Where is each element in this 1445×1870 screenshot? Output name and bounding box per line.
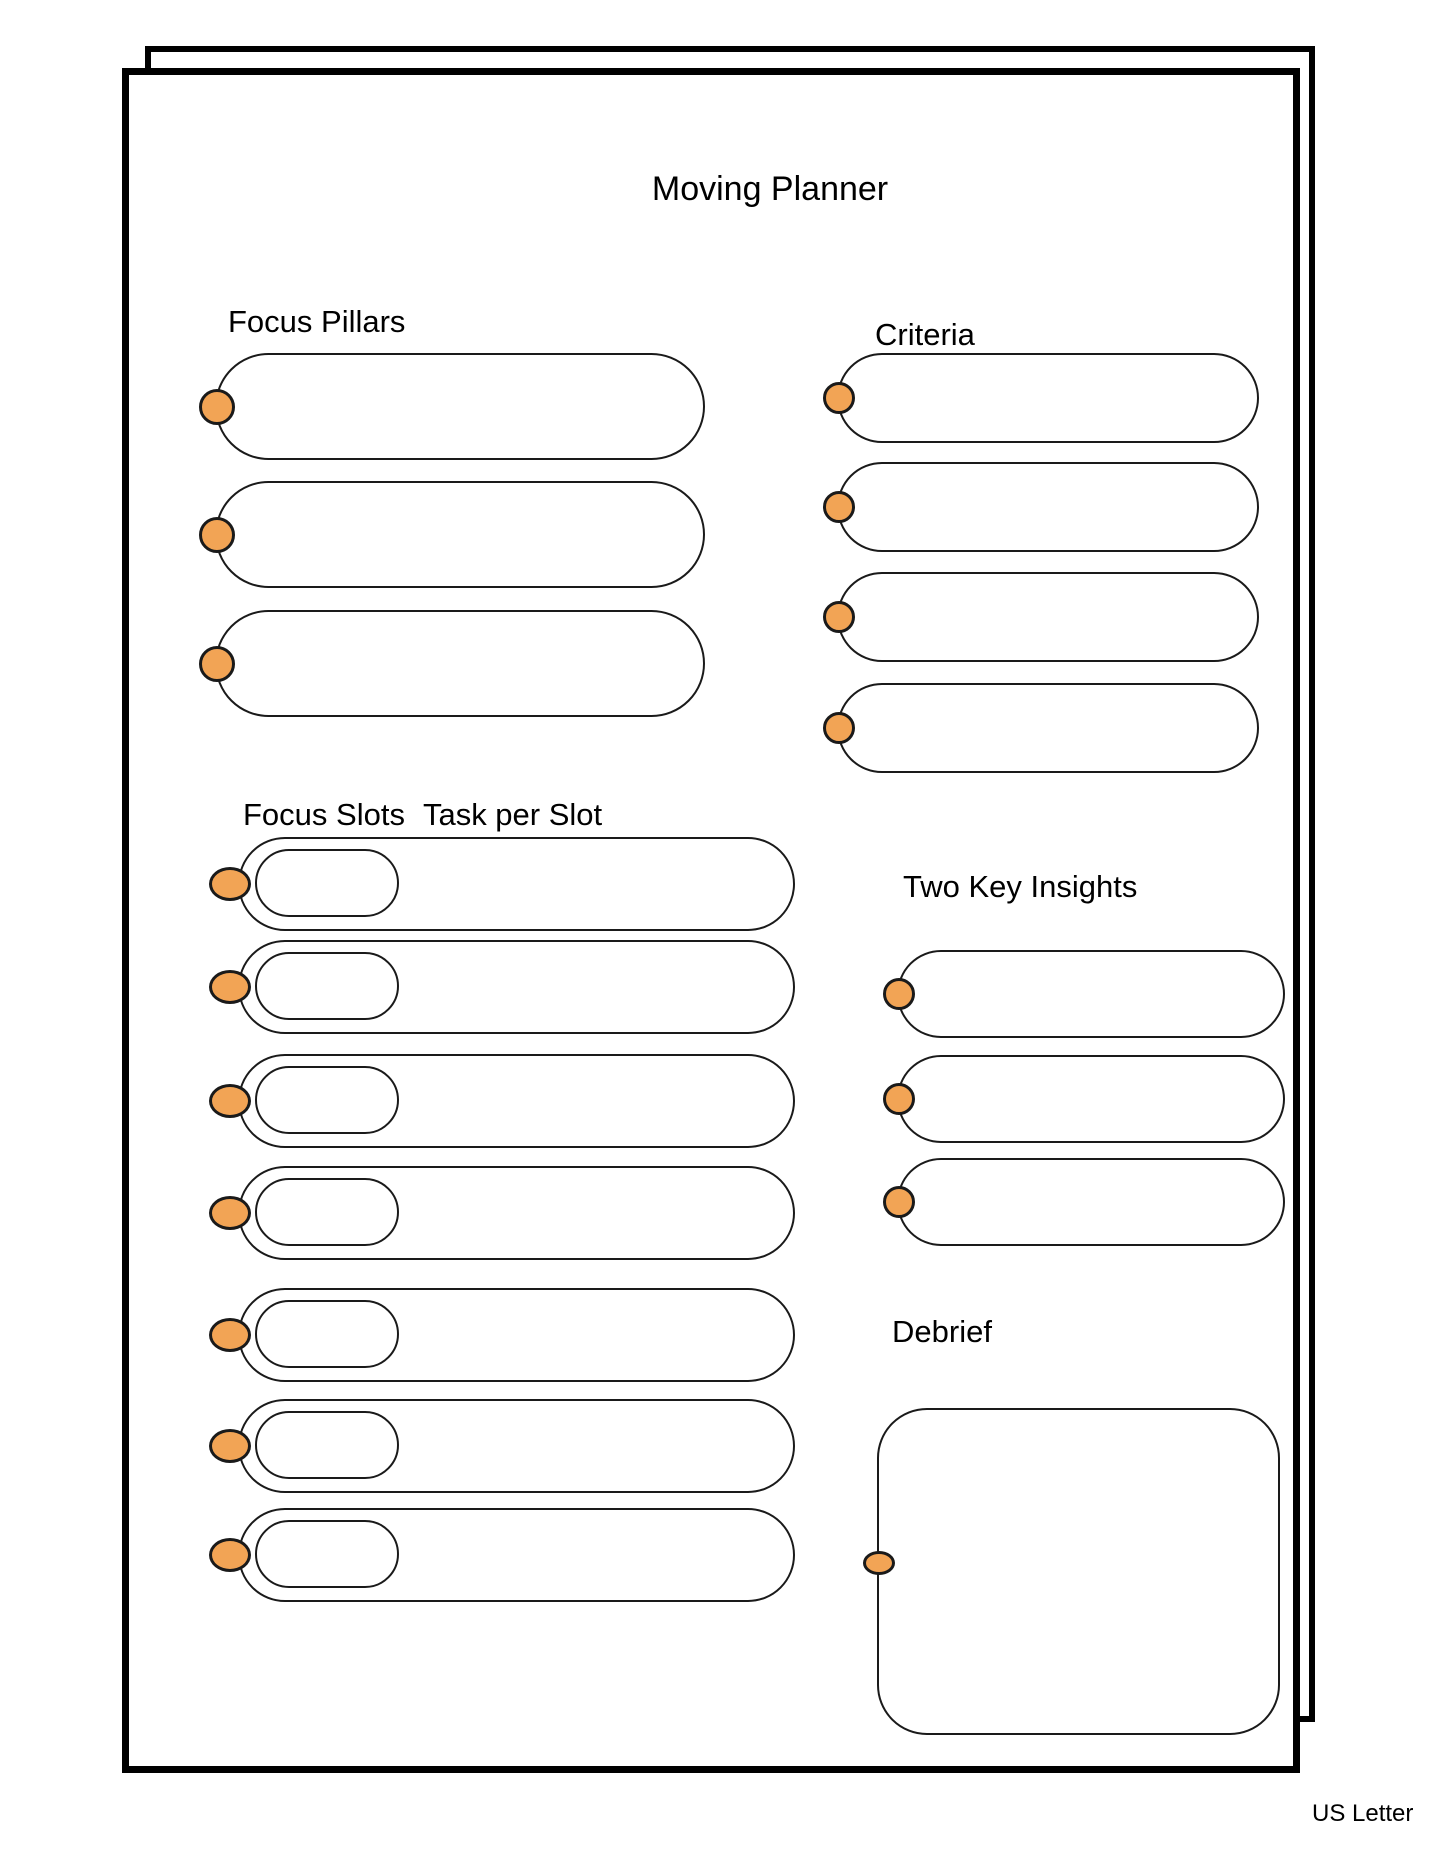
bullet-dot-icon	[883, 1083, 915, 1115]
focus-slot-row-7[interactable]	[238, 1508, 795, 1602]
insight-field-1[interactable]	[897, 950, 1285, 1038]
focus-slot-row-4[interactable]	[238, 1166, 795, 1260]
focus-pillar-field-1[interactable]	[215, 353, 705, 460]
bullet-dot-icon	[209, 867, 251, 901]
bullet-dot-icon	[199, 517, 235, 553]
criteria-field-3[interactable]	[837, 572, 1259, 662]
bullet-dot-icon	[199, 389, 235, 425]
slot-label-field-7[interactable]	[255, 1520, 399, 1588]
slot-label-field-1[interactable]	[255, 849, 399, 917]
bullet-dot-icon	[209, 970, 251, 1004]
bullet-dot-icon	[209, 1429, 251, 1463]
page-size-label: US Letter	[1312, 1800, 1414, 1827]
focus-pillar-field-3[interactable]	[215, 610, 705, 717]
slot-label-field-6[interactable]	[255, 1411, 399, 1479]
focus-slots-heading-text: Focus Slots	[243, 797, 405, 832]
focus-pillar-field-2[interactable]	[215, 481, 705, 588]
insight-field-2[interactable]	[897, 1055, 1285, 1143]
task-per-slot-heading-text: Task per Slot	[422, 797, 603, 832]
debrief-heading: Debrief	[892, 1314, 992, 1349]
criteria-field-1[interactable]	[837, 353, 1259, 443]
focus-slot-row-1[interactable]	[238, 837, 795, 931]
bullet-dot-icon	[209, 1318, 251, 1352]
page-title: Moving Planner	[651, 170, 889, 208]
bullet-dot-icon	[823, 601, 855, 633]
slot-label-field-4[interactable]	[255, 1178, 399, 1246]
focus-slot-row-3[interactable]	[238, 1054, 795, 1148]
slot-label-field-2[interactable]	[255, 952, 399, 1020]
criteria-field-2[interactable]	[837, 462, 1259, 552]
bullet-dot-icon	[209, 1196, 251, 1230]
bullet-dot-icon	[823, 491, 855, 523]
focus-slot-row-2[interactable]	[238, 940, 795, 1034]
bullet-dot-icon	[209, 1084, 251, 1118]
slot-label-field-3[interactable]	[255, 1066, 399, 1134]
debrief-field[interactable]	[877, 1408, 1280, 1735]
focus-pillars-heading: Focus Pillars	[228, 304, 406, 339]
bullet-dot-icon	[883, 978, 915, 1010]
bullet-dot-icon	[883, 1186, 915, 1218]
bullet-dot-icon	[823, 712, 855, 744]
focus-slot-row-5[interactable]	[238, 1288, 795, 1382]
bullet-dot-icon	[209, 1538, 251, 1572]
bullet-dot-icon	[823, 382, 855, 414]
criteria-field-4[interactable]	[837, 683, 1259, 773]
insight-field-3[interactable]	[897, 1158, 1285, 1246]
focus-slots-heading	[243, 797, 602, 833]
bullet-dot-icon	[199, 646, 235, 682]
focus-slot-row-6[interactable]	[238, 1399, 795, 1493]
slot-label-field-5[interactable]	[255, 1300, 399, 1368]
criteria-heading: Criteria	[875, 317, 975, 352]
bullet-dot-icon	[863, 1551, 895, 1575]
two-key-insights-heading: Two Key Insights	[903, 869, 1138, 904]
